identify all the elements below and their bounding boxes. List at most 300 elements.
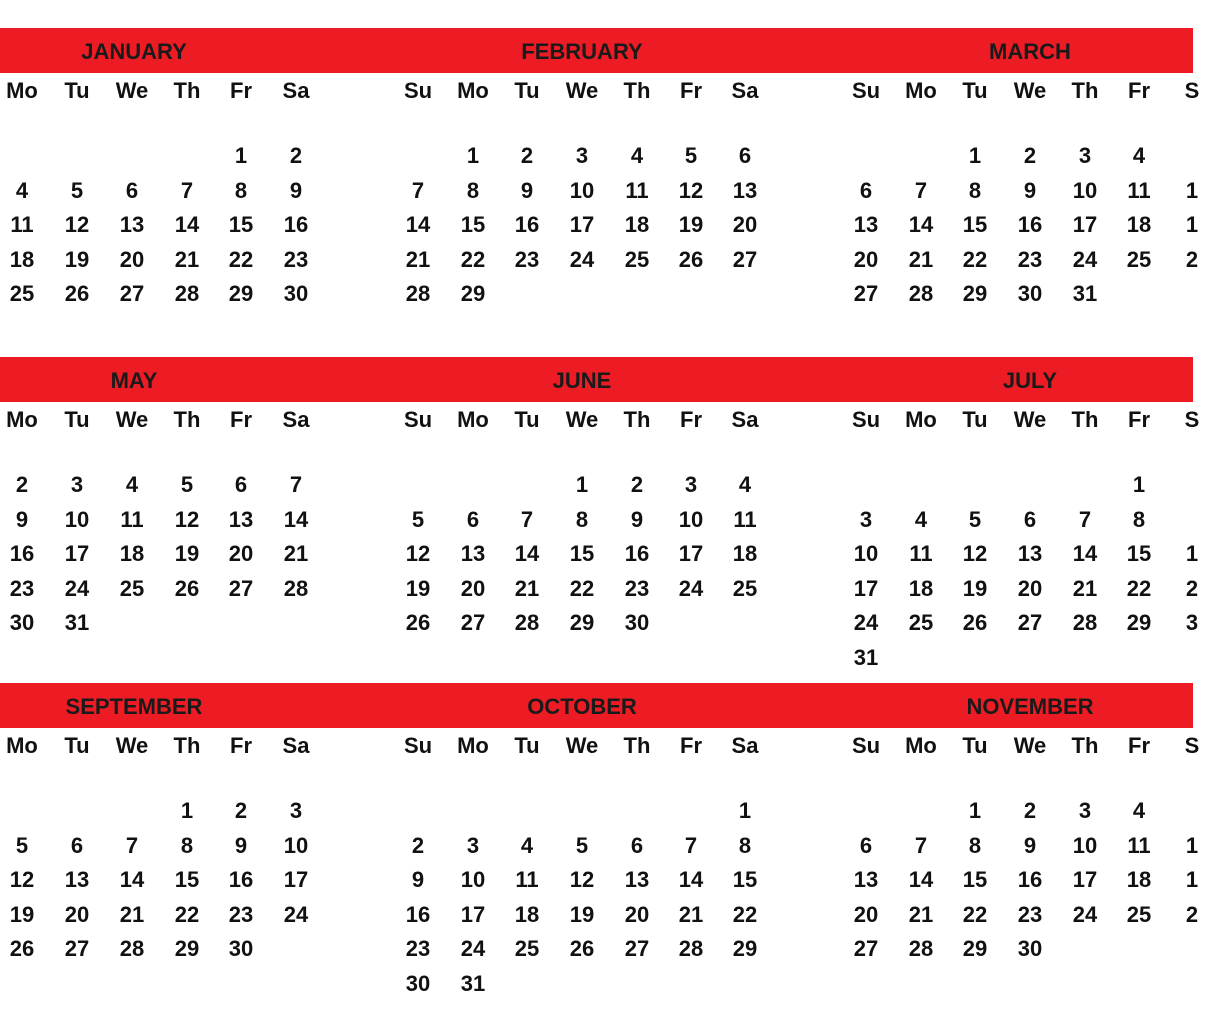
day-cell: 27 (64, 936, 90, 961)
day-cell: 20 (853, 902, 879, 927)
day-cell: 23 (514, 247, 540, 272)
weekday-header: Tu (962, 733, 988, 758)
day-cell: 7 (1078, 507, 1092, 532)
day-cell: 16 (228, 867, 254, 892)
day-cell: 26 (174, 576, 200, 601)
day-cell: 8 (1132, 507, 1146, 532)
day-cell: 6 (1023, 507, 1037, 532)
day-cell: 12 (174, 507, 200, 532)
day-cell: 2 (1185, 247, 1199, 272)
day-cell: 9 (289, 178, 303, 203)
day-cell: 4 (520, 833, 534, 858)
weekday-header: We (115, 733, 149, 758)
day-cell: 24 (853, 610, 879, 635)
day-cell: 5 (180, 472, 194, 497)
day-cell: 30 (9, 610, 35, 635)
day-cell: 15 (732, 867, 758, 892)
weekday-header: Th (173, 407, 201, 432)
weekday-header: Fr (680, 78, 702, 103)
day-cell: 2 (15, 472, 29, 497)
day-cell: 31 (853, 645, 879, 670)
day-cell: 14 (1072, 541, 1098, 566)
day-cell: 4 (1132, 798, 1146, 823)
weekday-header: Su (403, 733, 433, 758)
day-cell: 17 (569, 212, 595, 237)
day-cell: 29 (732, 936, 758, 961)
day-cell: 13 (460, 541, 486, 566)
day-cell: 20 (460, 576, 486, 601)
weekday-header: Su (403, 78, 433, 103)
day-cell: 30 (228, 936, 254, 961)
weekday-header: Mo (905, 78, 937, 103)
day-cell: 25 (514, 936, 540, 961)
day-cell: 26 (569, 936, 595, 961)
day-cell: 11 (1127, 833, 1151, 858)
day-cell: 11 (515, 867, 539, 892)
day-cell: 11 (120, 507, 144, 532)
day-cell: 11 (1127, 178, 1151, 203)
day-cell: 27 (853, 281, 879, 306)
day-cell: 22 (228, 247, 254, 272)
day-cell: 26 (64, 281, 90, 306)
weekday-header: Mo (457, 78, 489, 103)
weekday-header: We (565, 733, 599, 758)
weekday-header: Fr (1128, 407, 1150, 432)
day-cell: 2 (630, 472, 644, 497)
day-cell: 14 (514, 541, 540, 566)
day-cell: 8 (234, 178, 248, 203)
day-cell: 26 (962, 610, 988, 635)
day-cell: 19 (9, 902, 35, 927)
day-cell: 22 (569, 576, 595, 601)
day-cell: 28 (908, 281, 934, 306)
day-cell: 8 (575, 507, 589, 532)
day-cell: 8 (466, 178, 480, 203)
day-cell: 25 (9, 281, 35, 306)
day-cell: 3 (575, 143, 589, 168)
day-cell: 28 (678, 936, 704, 961)
weekday-header: Tu (514, 78, 540, 103)
day-cell: 18 (119, 541, 145, 566)
weekday-header: Tu (962, 407, 988, 432)
day-cell: 22 (962, 902, 988, 927)
day-cell: 2 (234, 798, 248, 823)
day-cell: 16 (283, 212, 309, 237)
month-title: JUNE (552, 368, 612, 393)
day-cell: 14 (119, 867, 145, 892)
day-cell: 4 (15, 178, 29, 203)
day-cell: 27 (460, 610, 486, 635)
day-cell: 10 (678, 507, 704, 532)
weekday-header: Tu (64, 407, 90, 432)
day-cell: 3 (466, 833, 480, 858)
day-cell: 21 (405, 247, 431, 272)
day-cell: 1 (968, 798, 982, 823)
day-cell: 27 (228, 576, 254, 601)
day-cell: 29 (174, 936, 200, 961)
day-cell: 2 (1185, 902, 1199, 927)
day-cell: 21 (908, 247, 934, 272)
weekday-header: Mo (6, 78, 38, 103)
day-cell: 23 (1017, 902, 1043, 927)
day-cell: 30 (1017, 281, 1043, 306)
weekday-header: Th (623, 78, 651, 103)
day-cell: 16 (9, 541, 35, 566)
day-cell: 23 (9, 576, 35, 601)
day-cell: 13 (853, 867, 879, 892)
day-cell: 16 (514, 212, 540, 237)
day-cell: 5 (70, 178, 84, 203)
day-cell: 24 (1072, 247, 1098, 272)
day-cell: 9 (1023, 178, 1037, 203)
day-cell: 25 (624, 247, 650, 272)
day-cell: 19 (64, 247, 90, 272)
weekday-header: Su (403, 407, 433, 432)
day-cell: 15 (460, 212, 486, 237)
day-cell: 17 (1072, 867, 1098, 892)
day-cell: 1 (1185, 833, 1199, 858)
weekday-header: Th (173, 733, 201, 758)
month-title: NOVEMBER (966, 694, 1094, 719)
day-cell: 7 (125, 833, 139, 858)
day-cell: 11 (909, 541, 933, 566)
day-cell: 29 (569, 610, 595, 635)
month-title: SEPTEMBER (65, 694, 203, 719)
day-cell: 4 (630, 143, 644, 168)
weekday-header: S (1184, 407, 1200, 432)
day-cell: 7 (411, 178, 425, 203)
day-cell: 17 (678, 541, 704, 566)
day-cell: 14 (405, 212, 431, 237)
day-cell: 8 (968, 178, 982, 203)
month-title: FEBRUARY (521, 39, 643, 64)
day-cell: 1 (1185, 541, 1199, 566)
day-cell: 12 (962, 541, 988, 566)
day-cell: 21 (678, 902, 704, 927)
weekday-header: Th (1071, 78, 1099, 103)
weekday-header: Sa (282, 733, 310, 758)
day-cell: 3 (70, 472, 84, 497)
day-cell: 2 (1185, 576, 1199, 601)
day-cell: 23 (624, 576, 650, 601)
weekday-header: Sa (731, 78, 759, 103)
day-cell: 22 (732, 902, 758, 927)
day-cell: 6 (70, 833, 84, 858)
day-cell: 24 (283, 902, 309, 927)
day-cell: 24 (678, 576, 704, 601)
weekday-header: Th (1071, 733, 1099, 758)
day-cell: 27 (119, 281, 145, 306)
day-cell: 17 (283, 867, 309, 892)
day-cell: 6 (738, 143, 752, 168)
day-cell: 8 (738, 833, 752, 858)
weekday-header: S (1184, 78, 1200, 103)
day-cell: 24 (1072, 902, 1098, 927)
day-cell: 29 (962, 281, 988, 306)
day-cell: 18 (1126, 867, 1152, 892)
day-cell: 12 (678, 178, 704, 203)
day-cell: 22 (1126, 576, 1152, 601)
day-cell: 13 (853, 212, 879, 237)
day-cell: 16 (1017, 867, 1043, 892)
day-cell: 2 (411, 833, 425, 858)
weekday-header: Su (851, 407, 881, 432)
day-cell: 21 (119, 902, 145, 927)
day-cell: 10 (460, 867, 486, 892)
day-cell: 14 (283, 507, 309, 532)
weekday-header: Mo (6, 733, 38, 758)
weekday-header: Sa (731, 733, 759, 758)
day-cell: 1 (180, 798, 194, 823)
day-cell: 21 (174, 247, 200, 272)
day-cell: 6 (125, 178, 139, 203)
weekday-header: Mo (905, 733, 937, 758)
day-cell: 1 (466, 143, 480, 168)
day-cell: 28 (908, 936, 934, 961)
day-cell: 10 (1072, 833, 1098, 858)
day-cell: 15 (1126, 541, 1152, 566)
day-cell: 22 (174, 902, 200, 927)
day-cell: 8 (180, 833, 194, 858)
day-cell: 9 (15, 507, 29, 532)
day-cell: 18 (732, 541, 758, 566)
day-cell: 29 (460, 281, 486, 306)
day-cell: 29 (228, 281, 254, 306)
weekday-header: Th (173, 78, 201, 103)
day-cell: 31 (1072, 281, 1098, 306)
day-cell: 19 (174, 541, 200, 566)
day-cell: 1 (575, 472, 589, 497)
day-cell: 5 (411, 507, 425, 532)
month-title: JANUARY (81, 39, 187, 64)
day-cell: 13 (732, 178, 758, 203)
day-cell: 1 (1185, 178, 1199, 203)
day-cell: 19 (962, 576, 988, 601)
weekday-header: Fr (1128, 78, 1150, 103)
month-title: JULY (1002, 368, 1058, 393)
day-cell: 4 (914, 507, 928, 532)
day-cell: 12 (405, 541, 431, 566)
day-cell: 31 (460, 971, 486, 996)
day-cell: 28 (119, 936, 145, 961)
weekday-header: Sa (282, 78, 310, 103)
day-cell: 10 (64, 507, 90, 532)
weekday-header: Sa (282, 407, 310, 432)
day-cell: 9 (234, 833, 248, 858)
day-cell: 3 (859, 507, 873, 532)
day-cell: 28 (405, 281, 431, 306)
day-cell: 15 (962, 212, 988, 237)
month-title: MARCH (989, 39, 1071, 64)
day-cell: 1 (1132, 472, 1146, 497)
day-cell: 13 (1017, 541, 1043, 566)
day-cell: 4 (738, 472, 752, 497)
day-cell: 3 (289, 798, 303, 823)
day-cell: 20 (64, 902, 90, 927)
day-cell: 13 (624, 867, 650, 892)
day-cell: 5 (968, 507, 982, 532)
day-cell: 20 (119, 247, 145, 272)
day-cell: 29 (1126, 610, 1152, 635)
day-cell: 2 (289, 143, 303, 168)
weekday-header: We (565, 78, 599, 103)
day-cell: 9 (520, 178, 534, 203)
day-cell: 7 (684, 833, 698, 858)
day-cell: 22 (460, 247, 486, 272)
day-cell: 6 (859, 833, 873, 858)
day-cell: 16 (1017, 212, 1043, 237)
day-cell: 22 (962, 247, 988, 272)
day-cell: 9 (411, 867, 425, 892)
weekday-header: We (115, 407, 149, 432)
day-cell: 26 (678, 247, 704, 272)
day-cell: 21 (1072, 576, 1098, 601)
day-cell: 18 (1126, 212, 1152, 237)
weekday-header: Fr (680, 733, 702, 758)
weekday-header: Tu (962, 78, 988, 103)
day-cell: 19 (569, 902, 595, 927)
day-cell: 10 (853, 541, 879, 566)
weekday-header: We (565, 407, 599, 432)
day-cell: 10 (283, 833, 309, 858)
day-cell: 9 (1023, 833, 1037, 858)
day-cell: 19 (405, 576, 431, 601)
day-cell: 25 (119, 576, 145, 601)
day-cell: 18 (514, 902, 540, 927)
day-cell: 1 (1185, 212, 1199, 237)
day-cell: 15 (228, 212, 254, 237)
day-cell: 27 (624, 936, 650, 961)
day-cell: 20 (624, 902, 650, 927)
weekday-header: Fr (1128, 733, 1150, 758)
day-cell: 23 (228, 902, 254, 927)
day-cell: 19 (678, 212, 704, 237)
day-cell: 25 (908, 610, 934, 635)
day-cell: 25 (732, 576, 758, 601)
day-cell: 27 (1017, 610, 1043, 635)
day-cell: 9 (630, 507, 644, 532)
day-cell: 12 (9, 867, 35, 892)
day-cell: 16 (405, 902, 431, 927)
day-cell: 21 (283, 541, 309, 566)
day-cell: 14 (174, 212, 200, 237)
day-cell: 8 (968, 833, 982, 858)
day-cell: 6 (234, 472, 248, 497)
weekday-header: Th (623, 407, 651, 432)
weekday-header: Su (851, 78, 881, 103)
weekday-header: S (1184, 733, 1200, 758)
day-cell: 1 (738, 798, 752, 823)
day-cell: 10 (1072, 178, 1098, 203)
day-cell: 3 (1185, 610, 1199, 635)
day-cell: 7 (289, 472, 303, 497)
day-cell: 23 (1017, 247, 1043, 272)
day-cell: 27 (853, 936, 879, 961)
weekday-header: Mo (6, 407, 38, 432)
day-cell: 23 (283, 247, 309, 272)
weekday-header: Tu (64, 78, 90, 103)
day-cell: 12 (569, 867, 595, 892)
day-cell: 6 (859, 178, 873, 203)
day-cell: 25 (1126, 247, 1152, 272)
weekday-header: Tu (64, 733, 90, 758)
day-cell: 18 (9, 247, 35, 272)
day-cell: 14 (678, 867, 704, 892)
day-cell: 6 (466, 507, 480, 532)
day-cell: 28 (174, 281, 200, 306)
day-cell: 3 (1078, 143, 1092, 168)
weekday-header: Sa (731, 407, 759, 432)
day-cell: 3 (1078, 798, 1092, 823)
weekday-header: We (1013, 733, 1047, 758)
day-cell: 2 (1023, 798, 1037, 823)
day-cell: 15 (962, 867, 988, 892)
day-cell: 12 (64, 212, 90, 237)
day-cell: 13 (119, 212, 145, 237)
day-cell: 20 (1017, 576, 1043, 601)
day-cell: 7 (520, 507, 534, 532)
month-title: OCTOBER (527, 694, 637, 719)
day-cell: 15 (569, 541, 595, 566)
weekday-header: Tu (514, 407, 540, 432)
day-cell: 11 (733, 507, 757, 532)
weekday-header: Mo (905, 407, 937, 432)
day-cell: 7 (180, 178, 194, 203)
day-cell: 29 (962, 936, 988, 961)
day-cell: 13 (64, 867, 90, 892)
day-cell: 30 (283, 281, 309, 306)
day-cell: 20 (853, 247, 879, 272)
day-cell: 2 (1023, 143, 1037, 168)
day-cell: 14 (908, 867, 934, 892)
day-cell: 11 (10, 212, 34, 237)
day-cell: 24 (569, 247, 595, 272)
day-cell: 17 (1072, 212, 1098, 237)
day-cell: 27 (732, 247, 758, 272)
day-cell: 7 (914, 178, 928, 203)
weekday-header: Tu (514, 733, 540, 758)
weekday-header: Fr (230, 78, 252, 103)
day-cell: 24 (460, 936, 486, 961)
day-cell: 20 (732, 212, 758, 237)
day-cell: 4 (125, 472, 139, 497)
day-cell: 18 (624, 212, 650, 237)
day-cell: 26 (9, 936, 35, 961)
weekday-header: Su (851, 733, 881, 758)
day-cell: 15 (174, 867, 200, 892)
day-cell: 26 (405, 610, 431, 635)
day-cell: 20 (228, 541, 254, 566)
day-cell: 11 (625, 178, 649, 203)
day-cell: 3 (684, 472, 698, 497)
day-cell: 17 (64, 541, 90, 566)
month-title: MAY (110, 368, 158, 393)
day-cell: 17 (460, 902, 486, 927)
weekday-header: We (115, 78, 149, 103)
day-cell: 28 (1072, 610, 1098, 635)
day-cell: 1 (1185, 867, 1199, 892)
weekday-header: Fr (230, 407, 252, 432)
day-cell: 31 (64, 610, 90, 635)
day-cell: 2 (520, 143, 534, 168)
weekday-header: Mo (457, 733, 489, 758)
day-cell: 24 (64, 576, 90, 601)
day-cell: 28 (283, 576, 309, 601)
day-cell: 5 (684, 143, 698, 168)
day-cell: 30 (1017, 936, 1043, 961)
day-cell: 1 (968, 143, 982, 168)
day-cell: 23 (405, 936, 431, 961)
